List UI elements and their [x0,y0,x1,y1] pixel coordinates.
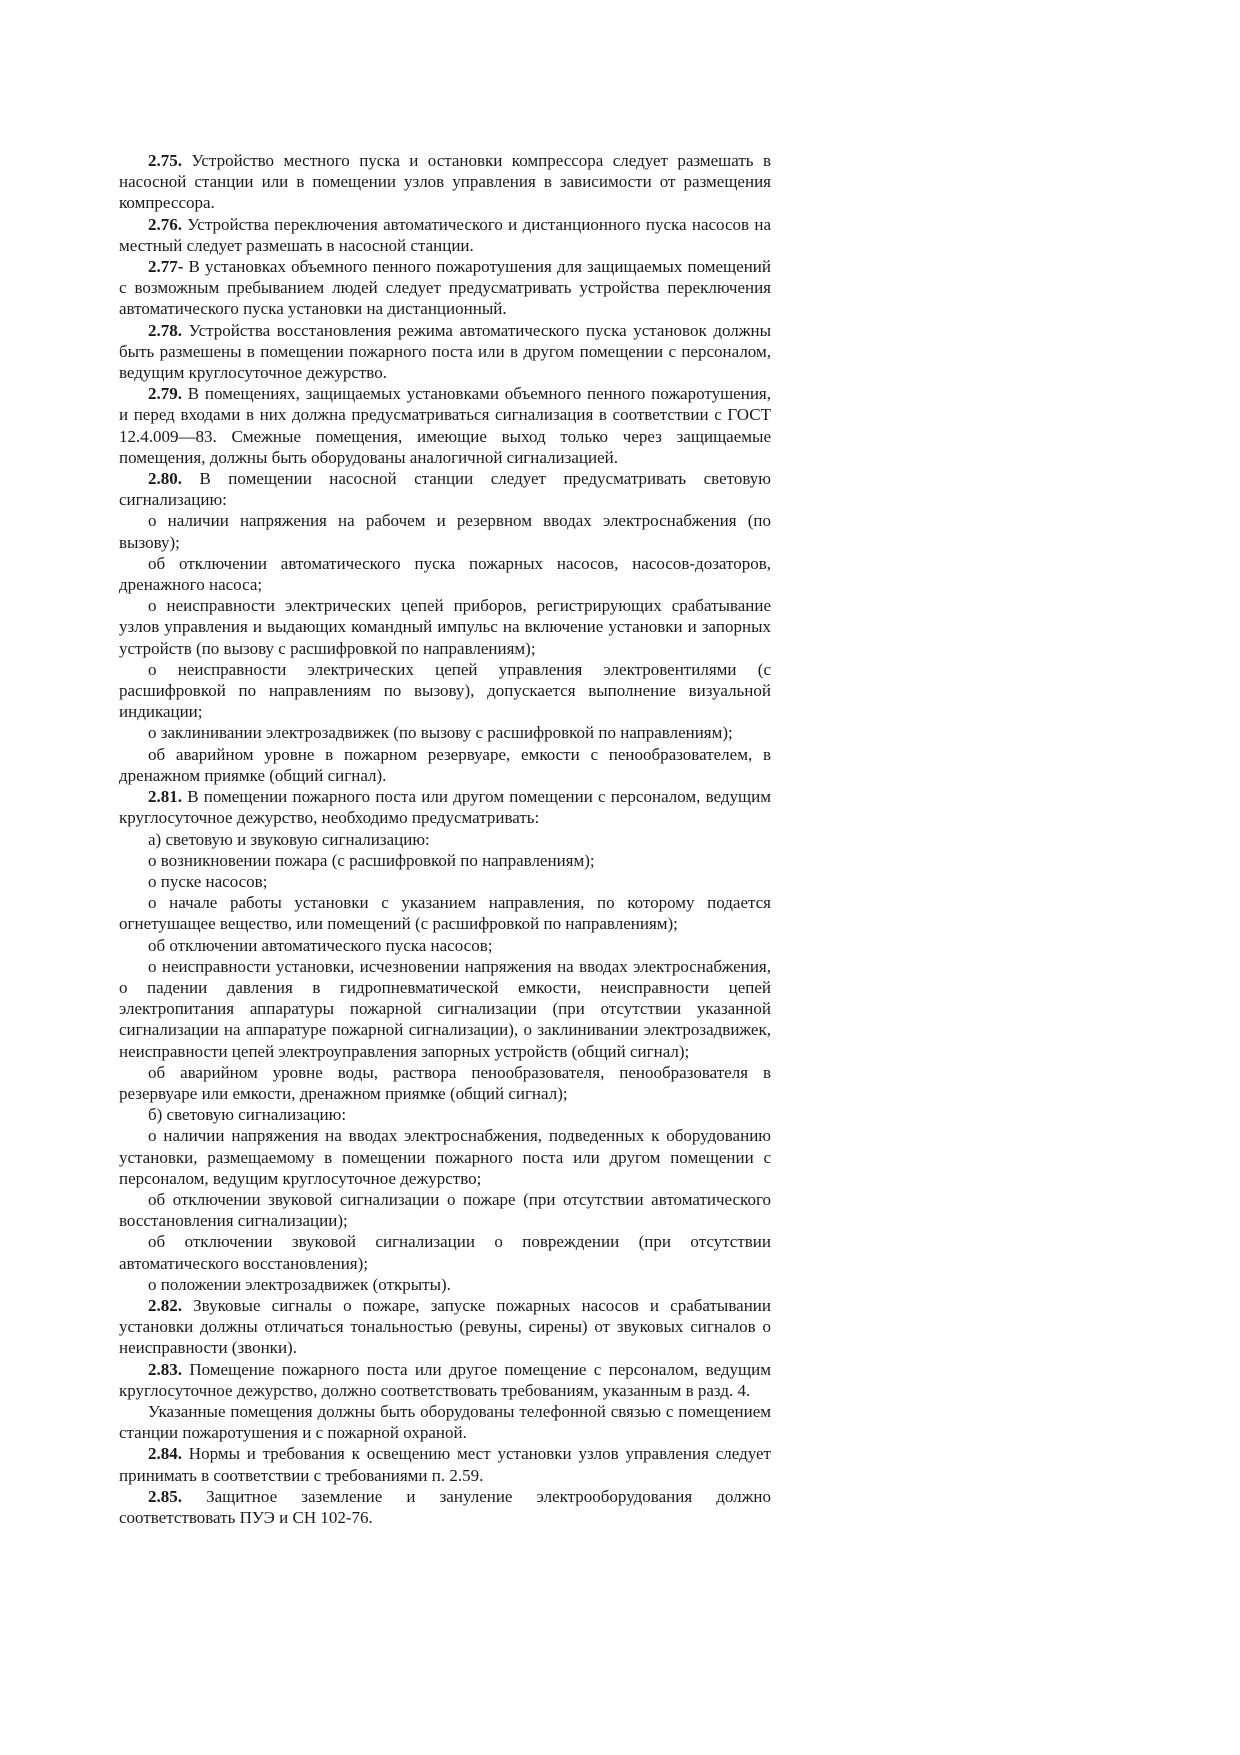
paragraph-text: Защитное заземление и зануление электрооборудования должно соответствовать ПУЭ и СН 102-76. [119,1486,771,1527]
paragraph-text: Указанные помещения должны быть оборудованы телефонной связью с помещением станции пожаротушения и с пожарной охраной. [119,1401,771,1443]
paragraph [119,1295,771,1359]
clause-number: 2.75. [148,151,182,170]
paragraph-text: о наличии напряжения на рабочем и резервном вводах электроснабжения (по вызову); [119,511,771,552]
paragraph-text: Устройства переключения автоматического и дистанционного пуска насосов на местный следует размешать в насосной станции. [119,214,771,255]
paragraph-text: о неисправности электрических цепей приборов, регистрирующих срабатывание узлов управления и выдающих командный импульс на включение установки и запорных устройств (по вызову с расшифровкой по направлениям); [119,596,771,658]
clause-number: 2.78. [148,320,182,340]
paragraph [119,722,771,743]
paragraph [119,1062,771,1104]
paragraph-text: Устройство местного пуска и остановки компрессора следует размешать в насосной станции или в помещении узлов управления в зависимости от размещения компрессора. [119,151,771,213]
paragraph-text: Помещение пожарного поста или другое помещение с персоналом, ведущим круглосуточное дежурство, должно соответствовать требованиям, указанным в разд. 4. [119,1359,771,1400]
paragraph [119,659,771,723]
paragraph [119,383,771,468]
paragraph [119,1125,771,1189]
paragraph [119,214,771,256]
paragraph [119,1401,771,1443]
paragraph [119,553,771,595]
paragraph-text: об отключении звуковой сигнализации о повреждении (при отсутствии автоматического восстановления); [119,1232,771,1273]
paragraph [119,744,771,786]
paragraph-text: Нормы и требования к освещению мест установки узлов управления следует принимать в соответствии с требованиями п. 2.59. [119,1444,771,1485]
paragraph [119,1359,771,1401]
paragraph-text: о положении электрозадвижек (открыты). [148,1274,451,1294]
document-page [119,150,771,1528]
paragraph-text: об отключении автоматического пуска пожарных насосов, насосов-дозаторов, дренажного насоса; [119,553,771,595]
paragraph [119,1104,771,1125]
paragraph [119,256,771,320]
paragraph-text: а) световую и звуковую сигнализацию: [148,829,430,849]
clause-number: 2.83. [148,1359,182,1379]
paragraph-text: В установках объемного пенного пожаротушения для защищаемых помещений с возможным пребыванием людей следует предусматривать устройства переключения автоматического пуска установки на дистанционный. [119,257,771,319]
paragraph-text: об аварийном уровне воды, раствора пенообразователя, пенообразователя в резервуаре или емкости, дренажном приямке (общий сигнал); [119,1062,771,1103]
paragraph-text: об отключении автоматического пуска насосов; [148,935,493,955]
paragraph-text: о начале работы установки с указанием направления, по которому подается огнетушащее вещество, или помещений (с расшифровкой по направлениям); [119,893,771,934]
paragraph [119,320,771,384]
paragraph [119,850,771,871]
clause-number: 2.81. [148,787,182,807]
paragraph [119,1486,771,1528]
paragraph-text: о наличии напряжения на вводах электроснабжения, подведенных к оборудованию установки, размещаемому в помещении пожарного поста или другом помещении с персоналом, ведущим круглосуточное дежурство; [119,1126,771,1188]
paragraph [119,150,771,214]
clause-number: 2.80. [148,469,182,489]
paragraph-text: о неисправности установки, исчезновении напряжения на вводах электроснабжения, о падении давления в гидропневматической емкости, неисправности цепей электропитания аппаратуры пожарной сигнализации (при отсутствии указанной сигнализации на аппаратуре пожарной сигнализации), о заклинивании электрозадвижек, неисправности цепей электроуправления запорных устройств (общий сигнал); [119,956,771,1061]
paragraph [119,786,771,828]
paragraph [119,829,771,850]
paragraph-text: Звуковые сигналы о пожаре, запуске пожарных насосов и срабатывании установки должны отличаться тональностью (ревуны, сирены) от звуковых сигналов о неисправности (звонки). [119,1295,771,1358]
paragraph [119,468,771,510]
clause-number: 2.84. [148,1444,182,1464]
paragraph [119,1443,771,1485]
paragraph [119,956,771,1062]
clause-number: 2.82. [148,1295,182,1315]
paragraph [119,510,771,552]
paragraph [119,871,771,892]
paragraph [119,1274,771,1295]
paragraph [119,892,771,934]
paragraph-text: о пуске насосов; [148,871,268,891]
paragraph-text: В помещении насосной станции следует предусматривать световую сигнализацию: [119,469,771,510]
paragraph-text: о возникновении пожара (с расшифровкой по направлениям); [148,850,595,870]
clause-number: 2.85. [148,1486,182,1506]
paragraph-text: б) световую сигнализацию: [148,1105,347,1125]
paragraph [119,595,771,659]
paragraph-text: об аварийном уровне в пожарном резервуаре, емкости с пенообразователем, в дренажном приямке (общий сигнал). [119,744,771,785]
paragraph-text: В помещении пожарного поста или другом помещении с персоналом, ведущим круглосуточное дежурство, необходимо предусматривать: [119,787,771,828]
paragraph [119,1189,771,1231]
clause-number: 2.76. [148,214,182,234]
paragraph [119,935,771,956]
clause-number: 2.79. [148,384,182,404]
paragraph-text: Устройства восстановления режима автоматического пуска установок должны быть размешены в помещении пожарного поста или в другом помещении с персоналом, ведущим круглосуточное дежурство. [119,320,771,383]
paragraph-text: В помещениях, защищаемых установками объемного пенного пожаротушения, и перед входами в них должна предусматриваться сигнализация в соответствии с ГОСТ 12.4.009—83. Смежные помещения, имеющие выход только через защищаемые помещения, должны быть оборудованы аналогичной сигнализацией. [119,384,771,467]
paragraph-text: о неисправности электрических цепей управления электровентилями (с расшифровкой по направлениям по вызову), допускается выполнение визуальной индикации; [119,659,771,722]
clause-number: 2.77- [148,257,184,277]
paragraph [119,1231,771,1273]
paragraph-text: о заклинивании электрозадвижек (по вызову с расшифровкой по направлениям); [148,723,733,743]
paragraph-text: об отключении звуковой сигнализации о пожаре (при отсутствии автоматического восстановления сигнализации); [119,1189,771,1231]
